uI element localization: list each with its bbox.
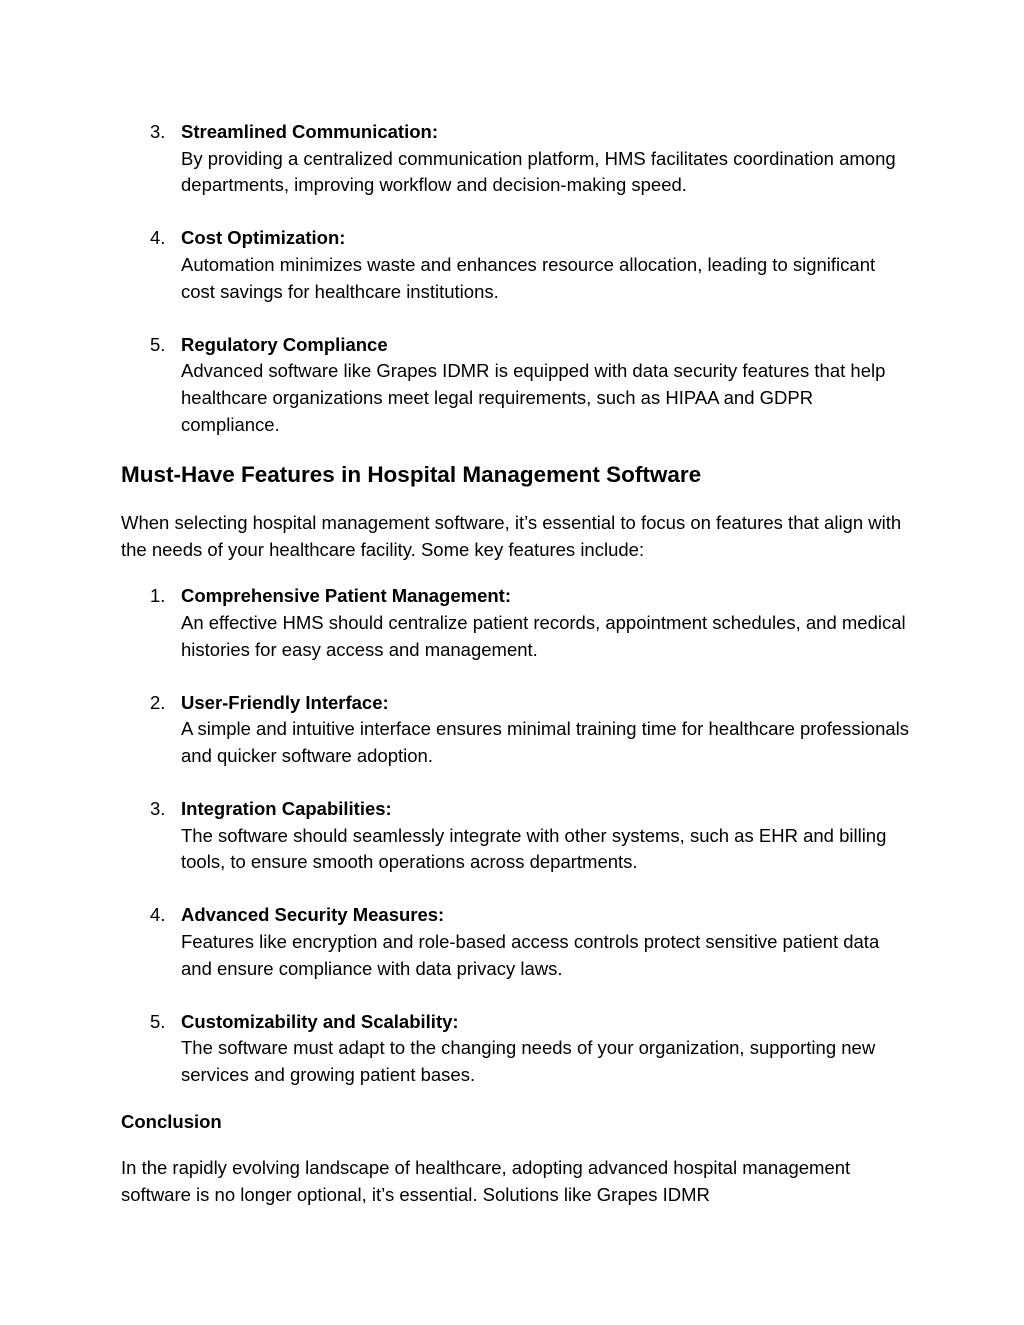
list-item-body: The software must adapt to the changing needs of your organization, supporting new services and growing patient bases. (181, 1037, 876, 1085)
list-item-body: Advanced software like Grapes IDMR is equipped with data security features that help healthcare organizations meet legal requirements, such as HIPAA and GDPR compliance. (181, 360, 886, 435)
list-item (121, 796, 911, 876)
list-spacer (121, 876, 911, 903)
list-item-title: User-Friendly Interface: (181, 691, 389, 713)
list-item (121, 902, 911, 982)
conclusion-text: In the rapidly evolving landscape of healthcare, adopting advanced hospital management software is no longer optional, it’s essential. Solutions like Grapes IDMR (121, 1157, 851, 1205)
list-spacer (121, 769, 911, 796)
list-item-number: 3. (150, 121, 166, 142)
list-item-number: 5. (150, 333, 166, 355)
list-spacer (121, 663, 911, 690)
list-item-number: 4. (150, 227, 166, 249)
list-spacer (121, 982, 911, 1009)
document-page (121, 119, 911, 1208)
list-item-number: 2. (150, 691, 166, 713)
conclusion-heading: Conclusion (121, 1110, 222, 1132)
list-item-body: Features like encryption and role-based access controls protect sensitive patient data and ensure compliance with data privacy laws. (181, 931, 880, 979)
features-list (121, 583, 911, 1088)
list-spacer (121, 199, 911, 226)
list-item (121, 1009, 911, 1089)
list-item-body: Automation minimizes waste and enhances resource allocation, leading to significant cost savings for healthcare institutions. (181, 253, 876, 302)
list-item-body: An effective HMS should centralize patient records, appointment schedules, and medical histories for easy access and management. (181, 611, 906, 660)
list-item-title: Regulatory Compliance (181, 333, 388, 355)
section-heading: Must-Have Features in Hospital Management Software (121, 462, 702, 488)
list-item-number: 1. (150, 585, 166, 607)
list-item (121, 690, 911, 770)
list-item-body: The software should seamlessly integrate with other systems, such as EHR and billing tools, to ensure smooth operations across departments. (181, 824, 887, 873)
list-item-title: Integration Capabilities: (181, 798, 392, 820)
list-item-title: Customizability and Scalability: (181, 1010, 459, 1032)
list-item-title: Cost Optimization: (181, 227, 346, 249)
section-intro: When selecting hospital management software, it’s essential to focus on features that align with the needs of your healthcare facility. Some key features include: (121, 512, 902, 560)
benefits-list (121, 119, 911, 438)
list-item (121, 332, 911, 438)
list-spacer (121, 305, 911, 332)
list-item-body: A simple and intuitive interface ensures minimal training time for healthcare professionals and quicker software adoption. (181, 718, 910, 766)
list-item (121, 225, 911, 305)
list-item-title: Comprehensive Patient Management: (181, 585, 511, 607)
list-item-number: 4. (150, 904, 166, 926)
list-item-body: By providing a centralized communication platform, HMS facilitates coordination among departments, improving workflow and decision-making speed. (181, 147, 896, 196)
list-item (121, 119, 911, 199)
list-item-number: 5. (150, 1010, 166, 1032)
list-item-number: 3. (150, 798, 166, 820)
list-item-title: Streamlined Communication: (181, 121, 438, 142)
list-item (121, 583, 911, 663)
list-item-title: Advanced Security Measures: (181, 904, 445, 926)
